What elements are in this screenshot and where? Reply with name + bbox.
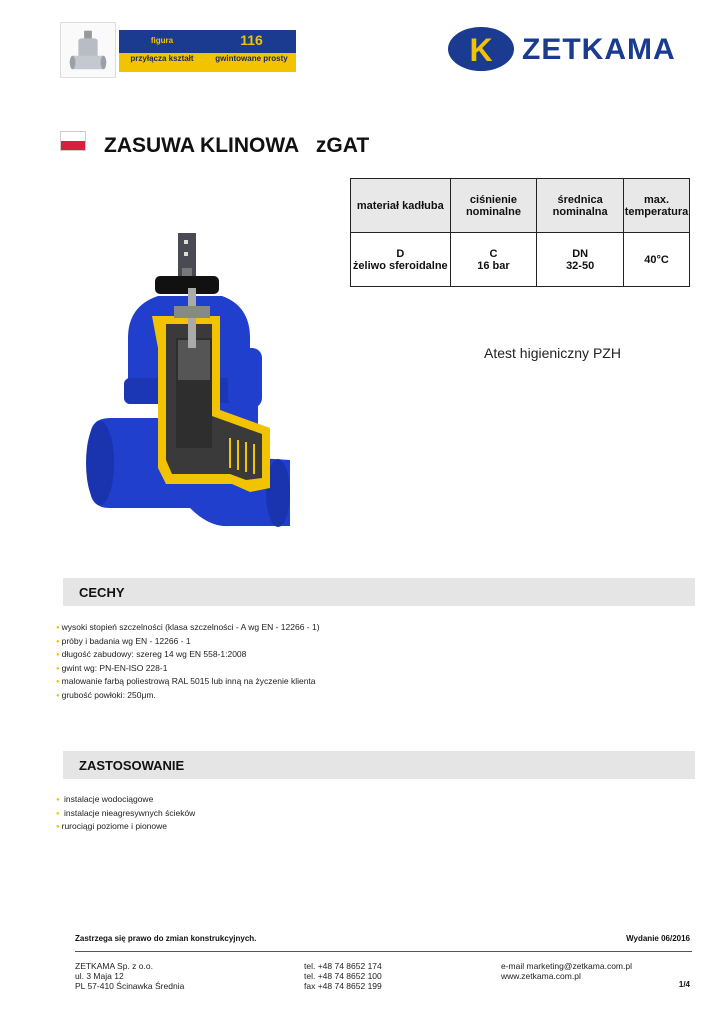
spec-value-material: D żeliwo sferoidalne	[351, 233, 451, 287]
applications-section-header	[63, 751, 695, 779]
spec-header-pressure: ciśnienie nominalne	[450, 179, 537, 233]
figure-label: figura	[150, 36, 174, 45]
list-item: ● próby i badania wg EN - 12266 - 1	[56, 635, 320, 649]
footer-disclaimer: Zastrzega się prawo do zmian konstrukcyjnych.	[75, 934, 257, 943]
footer-contact	[501, 961, 632, 981]
zetkama-logo	[448, 27, 708, 71]
logo-name: ZETKAMA	[522, 33, 676, 66]
product-thumbnail	[60, 22, 116, 78]
footer-divider	[75, 951, 692, 952]
connection-value: gwintowane prosty	[215, 54, 288, 63]
spec-header-temperature: max. temperatura	[623, 179, 689, 233]
footer-edition: Wydanie 06/2016	[626, 934, 690, 943]
spec-header-row	[351, 179, 690, 233]
list-item: ● grubość powłoki: 250μm.	[56, 689, 320, 703]
polish-flag-icon	[60, 131, 86, 151]
list-item: ● wysoki stopień szczelności (klasa szczelności - A wg EN - 12266 - 1)	[56, 621, 320, 635]
list-item: ● gwint wg: PN-EN-ISO 228-1	[56, 662, 320, 676]
footer-email[interactable]: e-mail marketing@zetkama.com.pl	[501, 961, 632, 971]
footer-phones: tel. +48 74 8652 174 tel. +48 74 8652 100 fax +48 74 8652 199	[304, 961, 382, 991]
list-item: ● instalacje wodociągowe	[56, 793, 195, 807]
features-heading: CECHY	[79, 585, 125, 600]
list-item: ● długość zabudowy: szereg 14 wg EN 558-1:2008	[56, 648, 320, 662]
connection-label: przyłącza kształt	[130, 54, 194, 63]
valve-thumbnail-image	[61, 23, 115, 77]
spec-header-diameter: średnica nominalna	[537, 179, 624, 233]
spec-value-temperature: 40°C	[623, 233, 689, 287]
list-item: ● malowanie farbą poliestrową RAL 5015 lub inną na życzenie klienta	[56, 675, 320, 689]
spec-values-row	[351, 233, 690, 287]
footer-website[interactable]: www.zetkama.com.pl	[501, 971, 581, 981]
spec-value-pressure: C 16 bar	[450, 233, 537, 287]
features-list	[56, 621, 320, 702]
spec-header-material: materiał kadłuba	[351, 179, 451, 233]
valve-cutaway-image	[80, 228, 292, 538]
spec-table	[350, 178, 690, 287]
applications-list	[56, 793, 195, 834]
page-number: 1/4	[678, 980, 690, 989]
list-item: ● instalacje nieagresywnych ścieków	[56, 807, 195, 821]
logo-letter: K	[469, 32, 493, 68]
hygiene-certificate-text: Atest higieniczny PZH	[484, 345, 621, 361]
figure-number: 116	[240, 32, 263, 48]
applications-heading: ZASTOSOWANIE	[79, 758, 185, 773]
page-title: ZASUWA KLINOWA zGAT	[104, 134, 370, 157]
features-section-header	[63, 578, 695, 606]
figure-info-box	[119, 30, 296, 72]
spec-value-diameter: DN 32-50	[537, 233, 624, 287]
list-item: ● rurociągi poziome i pionowe	[56, 820, 195, 834]
footer-company-address: ZETKAMA Sp. z o.o. ul. 3 Maja 12 PL 57-410 Ścinawka Średnia	[75, 961, 185, 991]
